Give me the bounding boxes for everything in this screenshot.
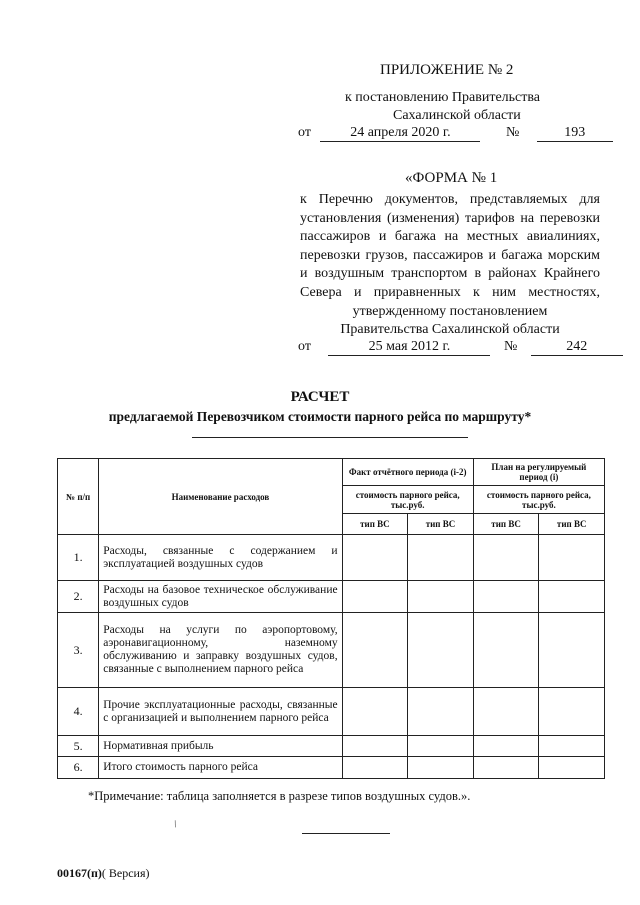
stray-mark: / xyxy=(172,818,179,831)
value-cell xyxy=(473,581,539,613)
header-plan: План на регулируемый период (i) xyxy=(473,459,604,486)
table-row xyxy=(58,736,605,757)
row-number: 3. xyxy=(58,613,99,688)
row-name: Расходы на базовое техническое обслуживание воздушных судов xyxy=(99,581,342,613)
header-fact: Факт отчётного периода (i-2) xyxy=(342,459,473,486)
value-cell xyxy=(473,736,539,757)
row-number: 6. xyxy=(58,757,99,779)
appendix-title: ПРИЛОЖЕНИЕ № 2 xyxy=(380,62,514,78)
value-cell xyxy=(408,757,474,779)
value-cell xyxy=(539,688,605,736)
footer-code: 00167(п) xyxy=(57,866,102,880)
from-label: от xyxy=(298,339,311,354)
value-cell xyxy=(408,581,474,613)
value-cell xyxy=(539,613,605,688)
table-row xyxy=(58,613,605,688)
value-cell xyxy=(473,757,539,779)
row-name: Итого стоимость парного рейса xyxy=(99,757,342,779)
value-cell xyxy=(408,613,474,688)
footer-version: ( Версия) xyxy=(101,866,150,880)
row-number: 1. xyxy=(58,535,99,581)
row-number: 2. xyxy=(58,581,99,613)
form-description-text: к Перечню документов, представляемых для установления (изменения) тарифов на перевозки пассажиров и багажа на местных авиалиниях, перевозки грузов, пассажиров и багажа морским и воздушным транспортом в районах Крайнего Севера и приравненных к ним местностях, утвержденному постановлением xyxy=(300,192,600,319)
header-plan-cost: стоимость парного рейса, тыс.руб. xyxy=(473,486,604,514)
row-name: Расходы, связанные с содержанием и эксплуатацией воздушных судов xyxy=(99,535,342,581)
form-date: 25 мая 2012 г. xyxy=(328,339,490,356)
header-num: № п/п xyxy=(58,459,99,535)
form-government: Правительства Сахалинской области xyxy=(340,322,560,338)
row-number: 5. xyxy=(58,736,99,757)
header-type-vs: тип ВС xyxy=(408,514,474,535)
value-cell xyxy=(408,688,474,736)
appendix-date-row xyxy=(298,125,613,142)
appendix-number: 193 xyxy=(537,125,613,142)
appendix-region: Сахалинской области xyxy=(393,108,521,123)
value-cell xyxy=(539,535,605,581)
header-type-vs: тип ВС xyxy=(473,514,539,535)
header-fact-cost: стоимость парного рейса, тыс.руб. xyxy=(342,486,473,514)
value-cell xyxy=(342,581,408,613)
cost-table xyxy=(57,458,605,779)
row-name: Прочие эксплуатационные расходы, связанные с организацией и выполнением парного рейса xyxy=(99,688,342,736)
value-cell xyxy=(473,688,539,736)
table-note: *Примечание: таблица заполняется в разрезе типов воздушных судов.». xyxy=(88,789,471,803)
table-row xyxy=(58,581,605,613)
table-row xyxy=(58,688,605,736)
appendix-decree-ref: к постановлению Правительства xyxy=(345,90,541,105)
value-cell xyxy=(342,688,408,736)
document-footer xyxy=(57,866,150,881)
number-label: № xyxy=(505,125,520,140)
value-cell xyxy=(408,535,474,581)
form-description xyxy=(300,191,600,340)
value-cell xyxy=(539,581,605,613)
number-label: № xyxy=(503,339,518,354)
closing-rule xyxy=(302,833,390,834)
value-cell xyxy=(342,736,408,757)
calc-subheading: предлагаемой Перевозчиком стоимости парного рейса по маршруту* xyxy=(108,409,532,424)
header-name: Наименование расходов xyxy=(99,459,342,535)
value-cell xyxy=(342,757,408,779)
calc-heading: РАСЧЕТ xyxy=(290,389,350,405)
value-cell xyxy=(473,535,539,581)
row-number: 4. xyxy=(58,688,99,736)
row-name: Нормативная прибыль xyxy=(99,736,342,757)
form-number: 242 xyxy=(531,339,623,356)
value-cell xyxy=(342,613,408,688)
row-name: Расходы на услуги по аэропортовому, аэронавигационному, наземному обслуживанию и заправку воздушных судов, связанные с выполнением парного рейса xyxy=(99,613,342,688)
table-row xyxy=(58,757,605,779)
form-date-row xyxy=(298,339,623,356)
header-type-vs: тип ВС xyxy=(342,514,408,535)
form-title: «ФОРМА № 1 xyxy=(405,170,498,186)
route-blank-line xyxy=(192,437,468,438)
table-row xyxy=(58,535,605,581)
from-label: от xyxy=(298,125,311,140)
value-cell xyxy=(473,613,539,688)
value-cell xyxy=(539,757,605,779)
value-cell xyxy=(342,535,408,581)
header-type-vs: тип ВС xyxy=(539,514,605,535)
value-cell xyxy=(539,736,605,757)
appendix-date: 24 апреля 2020 г. xyxy=(320,125,480,142)
value-cell xyxy=(408,736,474,757)
